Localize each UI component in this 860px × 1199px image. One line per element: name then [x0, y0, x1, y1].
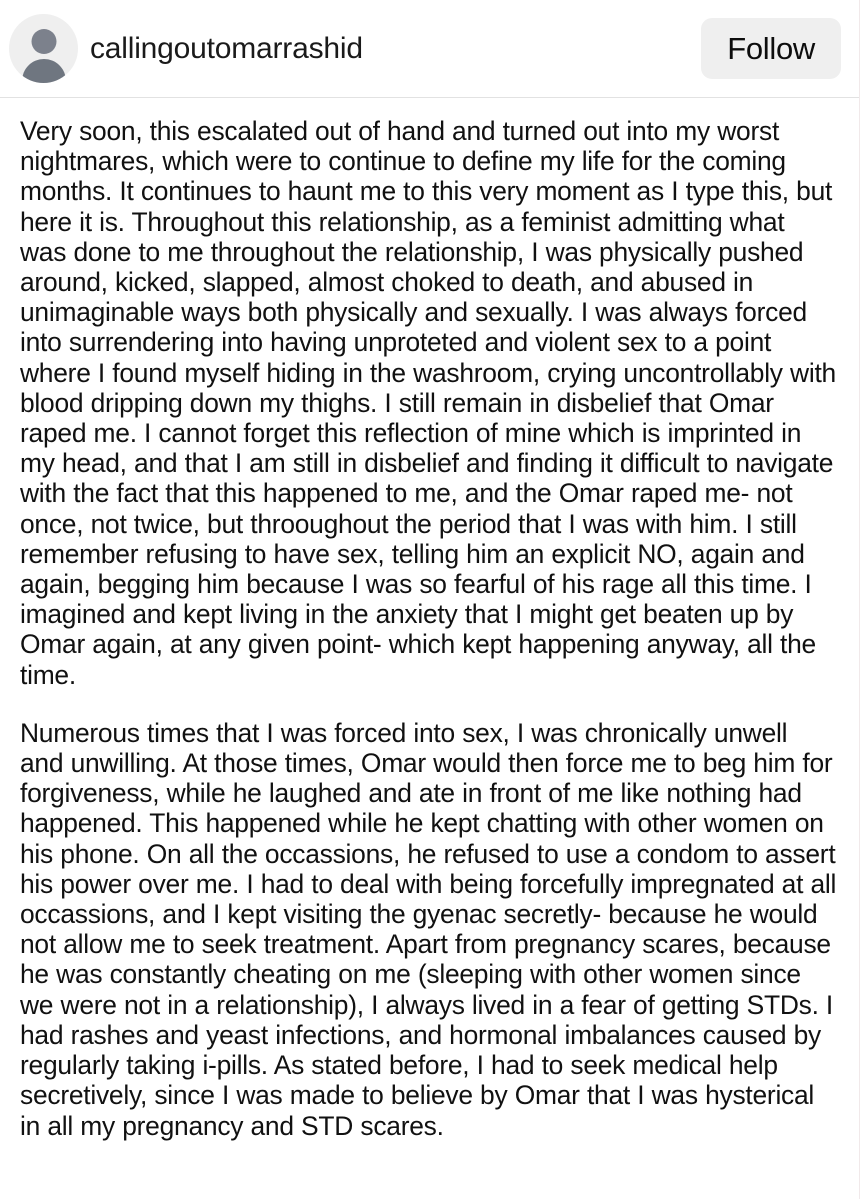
person-placeholder-icon[interactable]: [9, 14, 78, 83]
caption-paragraph: Very soon, this escalated out of hand and turned out into my worst nightmares, which were to continue to define my life for the coming months. It continues to haunt me to this very moment as I type this, but here it is. Throughout this relationship, as a feminist admitting what was done to me throughout the relationship, I was physically pushed around, kicked, slapped, almost choked to death, and abused in unimaginable ways both physically and sexually. I was always forced into surrendering into having unproteted and violent sex to a point where I found myself hiding in the washroom, crying uncontrollably with blood dripping down my thighs. I still remain in disbelief that Omar raped me. I cannot forget this reflection of mine which is imprinted in my head, and that I am still in disbelief and finding it difficult to navigate with the fact that this happened to me, and the Omar raped me- not once, not twice, but throoughout the period that I was with him. I still remember refusing to have sex, telling him an explicit NO, again and again, begging him because I was so fearful of his rage all this time. I imagined and kept living in the anxiety that I might get beaten up by Omar again, at any given point- which kept happening anyway, all the time.: [20, 116, 836, 690]
post-caption: [0, 98, 859, 1141]
avatar-body-shape: [22, 59, 66, 83]
account-username[interactable]: callingoutomarrashid: [90, 33, 363, 64]
follow-button[interactable]: Follow: [701, 18, 841, 79]
avatar-head-shape: [31, 29, 56, 54]
caption-paragraph: Numerous times that I was forced into sex, I was chronically unwell and unwilling. At those times, Omar would then force me to beg him for forgiveness, while he laughed and ate in front of me like nothing had happened. This happened while he kept chatting with other women on his phone. On all the occassions, he refused to use a condom to assert his power over me. I had to deal with being forcefully impregnated at all occassions, and I kept visiting the gyenac secretly- because he would not allow me to seek treatment. Apart from pregnancy scares, because he was constantly cheating on me (sleeping with other women since we were not in a relationship), I always lived in a fear of getting STDs. I had rashes and yeast infections, and hormonal imbalances caused by regularly taking i-pills. As stated before, I had to seek medical help secretively, since I was made to believe by Omar that I was hysterical in all my pregnancy and STD scares.: [20, 717, 837, 1141]
post-header: [0, 0, 859, 98]
